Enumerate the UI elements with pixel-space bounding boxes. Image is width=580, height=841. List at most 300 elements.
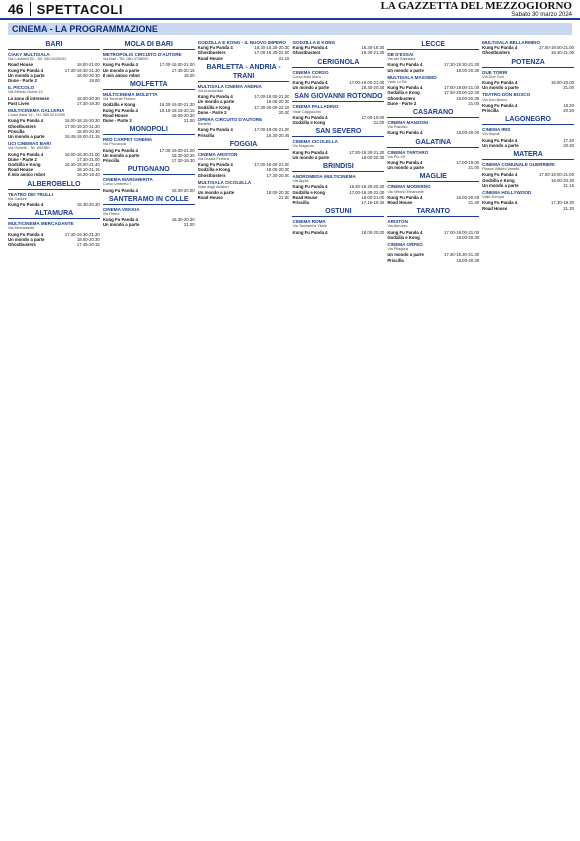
film-title: Road House — [8, 62, 34, 68]
film-row — [103, 73, 195, 78]
city-heading: MOLFETTA — [103, 80, 195, 90]
showtimes: 17.30-19.30 — [76, 100, 100, 106]
film-row — [103, 118, 195, 123]
showtimes: 17.00-19.20-21.30 — [64, 123, 100, 129]
showtimes: 18.30-20.45 — [266, 132, 290, 138]
film-title: Un mondo a parte — [102, 67, 140, 73]
film-row — [103, 158, 195, 163]
showtimes: 21.00 — [468, 100, 480, 106]
film-title: Priscilla — [387, 257, 404, 263]
cinema-name: CINEMA IRIS — [482, 127, 511, 133]
section-title: SPETTACOLI — [36, 1, 123, 17]
showtimes: 21.30 — [563, 205, 574, 211]
showtimes: 16.00-18.15-20.30 — [64, 118, 100, 124]
showtimes: 17.00-19.30-22.00 — [349, 189, 385, 195]
film-row — [482, 143, 574, 148]
showtimes: 18.00-20.00 — [456, 194, 480, 200]
showtimes: 17.30-19.30 — [551, 200, 574, 206]
film-row — [482, 183, 574, 188]
showtimes: 18.00-20.30 — [551, 177, 574, 183]
film-row — [387, 258, 479, 263]
film-row — [292, 85, 384, 90]
masthead-title: LA GAZZETTA DEL MEZZOGIORNO — [380, 0, 572, 12]
city-heading: POTENZA — [482, 58, 574, 68]
cinema-address: Corso Italia 15 - Tel. 080.5210405 — [8, 113, 65, 118]
film-title: Un mondo a parte — [102, 152, 140, 158]
showtimes: 17.00-19.30-22.00 — [254, 50, 290, 56]
film-title: Godzilla e Kong — [197, 104, 231, 110]
film-title: Priscilla — [8, 128, 25, 134]
cinema-address: Via Tanzarella Vitale — [292, 224, 327, 229]
showtimes: 18.00-21.00 — [361, 194, 385, 200]
film-row — [482, 50, 574, 55]
showtimes: 20.30 — [563, 142, 574, 148]
film-row — [292, 200, 384, 205]
city-heading: MAGLIE — [387, 172, 479, 182]
film-title: Kung Fu Panda 4 — [387, 130, 423, 136]
showtimes: 16.30-18.30-20.30 — [349, 184, 385, 190]
film-title: Kung Fu Panda 4 — [387, 160, 423, 166]
showtimes: 17.00-19.00-21.00 — [254, 162, 290, 168]
cinema-name: CINEMA MANZONI — [387, 120, 428, 126]
showtimes: 17.15-19.40 — [361, 200, 385, 206]
showtimes: 21.00 — [563, 85, 574, 91]
film-title: Kung Fu Panda 4 — [387, 194, 423, 200]
film-row — [292, 230, 384, 235]
cinema-address: Via Procaccia — [102, 142, 126, 147]
film-title: Kung Fu Panda 4 — [387, 229, 423, 235]
showtimes: 17.00-19.00-21.00 — [444, 229, 480, 235]
city-heading: BRINDISI — [292, 162, 384, 172]
film-title: Road House — [197, 195, 223, 201]
cinema-address: Via Pasubio — [387, 125, 408, 130]
film-row — [387, 200, 479, 205]
showtimes: 18.00-20.30 — [361, 154, 385, 160]
cinema-address: Viale degli Aviatori — [197, 185, 229, 190]
film-title: Kung Fu Panda 4 — [292, 45, 328, 51]
showtimes: 18.00-20.30 — [76, 72, 100, 78]
film-title: Road House — [387, 200, 413, 206]
film-row — [8, 134, 100, 139]
showtimes: 18.00-21.00 — [76, 62, 100, 68]
showtimes: 18.30-20.30 — [361, 85, 385, 91]
film-title: Godzilla e Kong — [197, 167, 231, 173]
film-title: Past Lives — [8, 100, 30, 106]
film-title: Priscilla — [292, 200, 309, 206]
cinema-name: GODZILLA E KONG - IL NUOVO IMPERO — [197, 40, 286, 45]
film-row — [292, 50, 384, 55]
film-title: Ghostbusters — [482, 50, 511, 56]
cinema-name: OPERA CIRCUITO D'AUTORE — [197, 117, 263, 123]
city-heading: FOGGIA — [198, 140, 290, 150]
showtimes: 18.00-20.30 — [171, 112, 195, 118]
film-title: Road House — [292, 194, 318, 200]
cinema-name: TEATRO DON BOSCO — [482, 92, 531, 98]
cinema-name: DB D'ESSAI — [387, 52, 414, 57]
film-title: Kung Fu Panda 4 — [102, 217, 138, 223]
cinema-name: ARISTON — [387, 219, 408, 225]
film-title: Kung Fu Panda 4 — [8, 202, 44, 208]
film-title: Road House — [482, 205, 508, 211]
film-row — [198, 133, 290, 138]
showtimes: 17.00-19.00 — [456, 160, 480, 166]
cinema-name: MULTISALA BELLARMINO — [482, 40, 541, 45]
cinema-name: METROPOLIS CIRCUITO D'AUTORE — [102, 52, 182, 57]
showtimes: 18.30-20.30 — [171, 217, 195, 223]
cinema-name: CINEMA ROMA — [292, 219, 326, 225]
film-title: Kung Fu Panda 4 — [197, 162, 233, 168]
cinema-address: Corso Umberto I — [102, 182, 131, 187]
film-title: Road House — [197, 55, 223, 61]
cinema-name: UCI CINEMAS BARI — [8, 141, 51, 147]
cinema-address: Via Gobetti - Tel. 892960 — [8, 146, 50, 151]
film-title: Godzilla e Kong — [292, 120, 325, 126]
showtimes: 18.00-20.30 — [266, 167, 290, 173]
cinema-name: MULTISALA MASSIMO — [387, 74, 437, 80]
cinema-address: Via Mercadante — [8, 226, 35, 231]
showtimes: 21.00 — [373, 120, 385, 126]
film-row — [103, 222, 195, 227]
cinema-name: MULTISALA CICOLELLA — [197, 179, 252, 185]
city-heading: LAGONEGRO — [482, 115, 574, 125]
showtimes: 17.30-19.30-21.30 — [349, 149, 385, 155]
film-row — [387, 68, 479, 73]
city-heading: LECCE — [387, 40, 479, 50]
listing-column — [103, 38, 195, 837]
film-title: Un mondo a parte — [8, 72, 45, 78]
showtimes: 17.00-19.00-21.00 — [538, 45, 574, 51]
city-heading: GALATINA — [387, 138, 479, 148]
cinema-name: CINEMA COMUNALE GUERRIERI — [482, 162, 555, 168]
cinema-address: Piazza Vittorio Veneto — [482, 167, 520, 172]
film-title: Un mondo a parte — [482, 182, 519, 188]
showtimes: 18.00-20.00 — [171, 187, 195, 193]
cinema-address: Via dei Salesiani — [387, 57, 416, 62]
cinema-name: IL PICCOLO — [8, 85, 35, 91]
showtimes: 17.00-19.00-21.00 — [254, 94, 290, 100]
film-title: Kung Fu Panda 4 — [8, 231, 44, 237]
film-title: Kung Fu Panda 4 — [482, 102, 518, 108]
cinema-address: Via Abruzzo — [387, 224, 408, 229]
film-title: Dune - Parte 2 — [387, 100, 417, 106]
city-heading: CERIGNOLA — [292, 58, 384, 68]
film-row — [387, 235, 479, 240]
film-title: Kung Fu Panda 4 — [8, 118, 44, 124]
film-row — [198, 173, 290, 178]
city-heading: BARLETTA - ANDRIA - TRANI — [198, 63, 290, 82]
showtimes: 17.30-20.00-22.30 — [444, 90, 480, 96]
cinema-address: Via Bari - Tel. 080.4738000 — [102, 57, 149, 62]
cinema-name: GODZILLA E KONG — [292, 40, 336, 45]
showtimes: 18.30-21.00 — [551, 50, 574, 56]
film-title: Kung Fu Panda 4 — [292, 229, 328, 235]
cinema-name: RED CARPET CINEMA — [102, 137, 153, 143]
film-title: Kung Fu Panda 4 — [102, 62, 138, 68]
showtimes: 17.00-19.00-21.00 — [444, 85, 480, 91]
film-title: Priscilla — [482, 108, 499, 114]
film-row — [387, 130, 479, 135]
film-row — [387, 165, 479, 170]
showtimes: 17.30 — [563, 137, 574, 143]
film-row — [8, 202, 100, 207]
cinema-address: Via Alfredo Nobel 13 — [8, 90, 43, 95]
showtimes: 18.00-20.30 — [266, 190, 290, 196]
film-title: Priscilla — [197, 132, 215, 138]
film-title: Godzilla e Kong — [292, 189, 325, 195]
showtimes: 16.00-18.30-21.00 — [64, 151, 100, 157]
showtimes: 16.30-18.30-20.30 — [254, 45, 290, 51]
film-title: Godzilla e Kong — [8, 162, 41, 168]
film-title: Dune - Parte 2 — [8, 78, 37, 84]
film-row — [292, 120, 384, 125]
showtimes: 18.30 — [563, 102, 574, 108]
cinema-address: Via Magenta — [292, 144, 314, 149]
showtimes: 18.10-21.15 — [76, 167, 100, 173]
film-row — [387, 101, 479, 106]
showtimes: 17.30-19.30-21.30 — [64, 231, 100, 237]
showtimes: 18.00-20.30 — [76, 95, 100, 101]
film-row — [8, 242, 100, 247]
film-row — [8, 101, 100, 106]
city-heading: MONOPOLI — [103, 125, 195, 135]
cinema-address: Via Don Bosco — [482, 97, 508, 102]
showtimes: 17.00-19.00 — [361, 114, 385, 120]
showtimes: 18.00-20.30 — [76, 128, 100, 134]
film-title: Kung Fu Panda 4 — [8, 151, 44, 157]
showtimes: 18.00-20.30 — [456, 67, 480, 73]
cinema-address: Via Pio XII — [387, 154, 405, 159]
film-row — [8, 172, 100, 177]
cinema-address: Viale Cappuccini — [292, 109, 321, 114]
cinema-address: Via Pitagora — [387, 247, 408, 252]
film-row — [482, 108, 574, 113]
film-title: Kung Fu Panda 4 — [197, 127, 233, 133]
cinema-address: Corso Aldo Moro — [292, 74, 321, 79]
film-title: Dune - Parte 2 — [102, 118, 132, 124]
film-title: Kung Fu Panda 4 — [8, 67, 44, 73]
film-title: Un mondo a parte — [8, 236, 45, 242]
film-title: Un mondo a parte — [8, 134, 45, 140]
cinema-name: CINEMA TARTARO — [387, 149, 429, 155]
city-heading: TARANTO — [387, 207, 479, 217]
showtimes: 17.30-19.30 — [171, 158, 195, 164]
cinema-name: ANDROMEDA MULTICINEMA — [292, 174, 356, 180]
city-heading: ALBEROBELLO — [8, 180, 100, 190]
film-title: Kung Fu Panda 4 — [292, 184, 328, 190]
cinema-name: MULTISALA CINEMA ANDRIA — [197, 83, 262, 89]
showtimes: 21.30 — [468, 200, 480, 206]
cinema-address: Via Napoli — [482, 132, 500, 137]
showtimes: 18.30-20.30 — [76, 202, 100, 208]
city-heading: PUTIGNANO — [103, 165, 195, 175]
city-heading: SAN SEVERO — [292, 127, 384, 137]
cinema-name: CIAKY MULTISALA — [8, 52, 50, 57]
showtimes: 18.00-20.00 — [551, 80, 574, 86]
showtimes: 17.45-20.15 — [171, 67, 195, 73]
showtimes: 18.30-20.30 — [171, 152, 195, 158]
film-title: Kung Fu Panda 4 — [482, 137, 518, 143]
issue-date: Sabato 30 marzo 2024 — [511, 12, 572, 18]
showtimes: 18.00-20.30 — [456, 234, 480, 240]
film-title: Kung Fu Panda 4 — [387, 85, 423, 91]
cinema-name: MULTICINEMA MERCADANTE — [8, 221, 74, 227]
cinema-name: DUE TORRI — [482, 69, 508, 75]
listing-column — [292, 38, 384, 837]
film-row — [198, 110, 290, 115]
city-heading: MOLA DI BARI — [103, 40, 195, 50]
film-title: Godzilla e Kong — [387, 90, 420, 96]
page-number: 46 — [8, 1, 24, 17]
film-title: Un mondo a parte — [387, 165, 424, 171]
city-heading: BARI — [8, 40, 100, 50]
film-title: Ghostbusters — [8, 123, 36, 129]
film-title: Il mio amico robot — [102, 72, 140, 78]
cinema-address: Via Grazia Ferrara — [197, 157, 229, 162]
film-title: Godzilla e Kong — [387, 234, 420, 240]
city-heading: MATERA — [482, 150, 574, 160]
cinema-name: CINEMA MODERNO — [387, 184, 431, 190]
showtimes: 20.30 — [278, 109, 290, 115]
cinema-address: Via Due Torri — [482, 74, 504, 79]
film-title: Kung Fu Panda 4 — [482, 80, 518, 86]
showtimes: 17.00-19.00-21.00 — [159, 147, 195, 153]
film-title: Un mondo a parte — [197, 99, 235, 105]
cinema-name: MULTICINEMA MOLETTA — [102, 92, 158, 98]
cinema-name: CINEMA ORFEO — [387, 242, 423, 248]
showtimes: 21.00 — [468, 165, 480, 171]
film-title: Kung Fu Panda 4 — [482, 200, 518, 206]
film-title: Kung Fu Panda 4 — [482, 172, 518, 178]
film-row — [482, 206, 574, 211]
film-title: Road House — [102, 112, 128, 118]
film-title: Road House — [8, 167, 34, 173]
cinema-name: CINEMA HOLLYWOOD — [482, 190, 532, 196]
film-row — [482, 85, 574, 90]
showtimes: 16.30-19.00-21.40 — [64, 162, 100, 168]
film-title: Un mondo a parte — [292, 85, 330, 91]
film-title: Un mondo a parte — [482, 85, 519, 91]
film-row — [198, 195, 290, 200]
cinema-address: Viale Lo Re — [387, 80, 407, 85]
showtimes: 17.30-19.30-21.30 — [64, 67, 100, 73]
film-title: Kung Fu Panda 4 — [482, 45, 518, 51]
film-title: Godzilla e Kong — [482, 177, 515, 183]
showtimes: 16.45-19.00-21.15 — [64, 134, 100, 140]
cinema-address: Via Annunziata — [197, 89, 223, 94]
cinema-name: CINEMA CICOLELLA — [292, 139, 338, 145]
cinema-name: CINEMA ARISTON — [197, 151, 238, 157]
film-title: Un mondo a parte — [387, 67, 424, 73]
showtimes: 17.30-19.30-21.30 — [444, 62, 480, 68]
showtimes: 18.00-20.30 — [456, 95, 480, 101]
showtimes: 16.15-18.15-20.15 — [159, 107, 195, 113]
showtimes: 16.30-18.30 — [361, 45, 385, 51]
showtimes: 17.30-21.00 — [76, 156, 100, 162]
showtimes: 20.30 — [563, 108, 574, 114]
film-title: Ghostbusters — [197, 172, 226, 178]
city-heading: SAN GIOVANNI ROTONDO — [294, 93, 383, 101]
cinema-name: CINEMA CORSO — [292, 69, 329, 75]
city-heading: ALTAMURA — [8, 209, 100, 219]
cinema-name: CINEMA MARGHERITA — [102, 177, 153, 183]
showtimes: 18.00-20.00 — [456, 130, 480, 136]
film-title: Il mio amico robot — [8, 172, 46, 178]
film-title: Dune - Parte 2 — [8, 156, 37, 162]
cinema-name: CINEMA PALLADINO — [292, 104, 339, 110]
film-title: Kung Fu Panda 4 — [292, 80, 328, 86]
city-heading: CASARANO — [387, 108, 479, 118]
cinema-address: Via Roma — [102, 212, 120, 217]
showtimes: 19.00 — [89, 78, 100, 84]
showtimes: 18.00-20.30 — [456, 257, 480, 263]
listing-column — [482, 38, 574, 837]
masthead — [381, 0, 572, 18]
showtimes: 21.15 — [563, 182, 574, 188]
showtimes: 18.00 — [183, 72, 195, 78]
film-title: Ghostbusters — [387, 95, 416, 101]
film-title: Kung Fu Panda 4 — [102, 107, 138, 113]
film-title: Kung Fu Panda 4 — [387, 62, 423, 68]
film-title: Godzilla e Kong — [102, 102, 136, 108]
film-title: Un mondo a parte — [482, 142, 519, 148]
showtimes: 17.30-20.00-22.15 — [254, 104, 290, 110]
showtimes: 18.00-20.30 — [76, 236, 100, 242]
film-title: Kung Fu Panda 4 — [197, 45, 233, 51]
film-title: Ghostbusters — [8, 242, 36, 248]
film-title: Ghostbusters — [292, 50, 321, 56]
film-title: Kung Fu Panda 4 — [102, 147, 138, 153]
showtimes: 17.00-19.00-21.00 — [159, 62, 195, 68]
showtimes: 16.30-19.00-21.30 — [159, 102, 195, 108]
city-heading: SANTERAMO IN COLLE — [103, 195, 195, 205]
film-title: Kung Fu Panda 4 — [292, 149, 328, 155]
film-title: Un mondo a parte — [102, 222, 140, 228]
listings-columns — [8, 38, 574, 837]
showtimes: 18.00-20.30 — [266, 99, 290, 105]
showtimes: 17.00-19.00-21.00 — [254, 127, 290, 133]
film-row — [292, 155, 384, 160]
showtimes: 17.30-19.30-21.30 — [444, 252, 480, 258]
cinema-address: Via Cadore — [8, 196, 27, 201]
showtimes: 21.00 — [278, 195, 290, 201]
showtimes: 16.20-18.40 — [76, 172, 100, 178]
film-row — [198, 56, 290, 61]
listing-column — [8, 38, 100, 837]
section-banner: CINEMA - LA PROGRAMMAZIONE — [8, 23, 572, 35]
cinema-address: Barletta — [197, 122, 211, 127]
film-title: Kung Fu Panda 4 — [292, 114, 328, 120]
showtimes: 21.00 — [183, 222, 195, 228]
showtimes: 21.15 — [278, 55, 290, 61]
cinema-address: Via Appia — [292, 179, 309, 184]
film-title: Ghostbusters — [197, 50, 226, 56]
showtimes: 17.45-20.15 — [76, 242, 100, 248]
film-title: La zona di interesse — [8, 95, 50, 101]
film-title: Un mondo a parte — [387, 252, 424, 258]
film-row — [8, 78, 100, 83]
listing-column — [387, 38, 479, 837]
film-title: Un mondo a parte — [197, 190, 235, 196]
showtimes: 21.00 — [183, 118, 195, 124]
film-title: Kung Fu Panda 4 — [102, 187, 138, 193]
showtimes: 17.00-19.00-21.00 — [349, 80, 385, 86]
film-row — [103, 188, 195, 193]
header-divider — [30, 2, 31, 16]
cinema-name: CINEMA VEKKIA — [102, 206, 140, 212]
showtimes: 19.30-21.30 — [361, 50, 385, 56]
cinema-address: Via Lucarelli 52 - Tel. 080.5429292 — [8, 57, 67, 62]
cinema-address: Via Tenente Fiorino — [102, 97, 136, 102]
